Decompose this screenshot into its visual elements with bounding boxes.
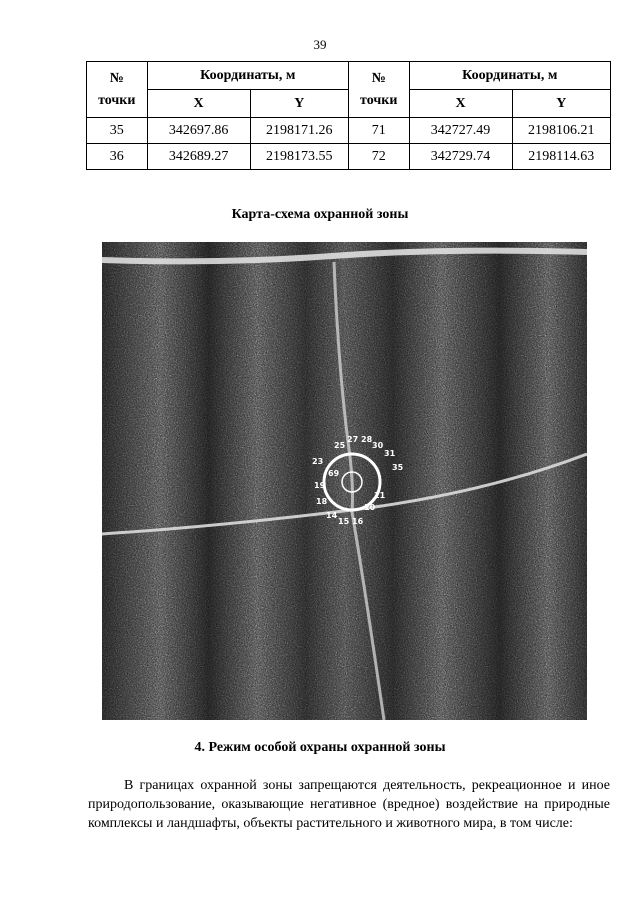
point-label: 19	[314, 481, 326, 490]
x-header-left: X	[147, 90, 250, 118]
coordinates-header-left: Координаты, м	[147, 62, 348, 90]
point-label: 69	[328, 469, 340, 478]
table-row	[87, 144, 611, 170]
x-value: 342689.27	[147, 144, 250, 170]
point-label: 35	[392, 463, 404, 472]
y-value: 2198173.55	[250, 144, 348, 170]
paragraph-text: В границах охранной зоны запрещаются деятельность, рекреационное и иное природопользование, оказывающие негативное (вредное) воздействие на природные комплексы и ландшафты, объекты растительного и животного мира, в том числе:	[88, 778, 610, 831]
y-header-left: Y	[250, 90, 348, 118]
y-header-right: Y	[512, 90, 610, 118]
forest-bands	[102, 242, 587, 720]
page-number: 39	[313, 37, 327, 52]
point-label: 27	[347, 435, 359, 444]
point-number-word: точки	[98, 92, 136, 108]
point-number-header-right	[348, 62, 409, 118]
point-label: 30	[372, 441, 384, 450]
y-value: 2198171.26	[250, 118, 348, 144]
satellite-map	[102, 242, 587, 720]
point-label: 14	[326, 511, 338, 520]
coordinates-table	[86, 61, 611, 170]
point-number-header	[87, 62, 148, 118]
x-header-right: X	[409, 90, 512, 118]
point-label: 23	[312, 457, 324, 466]
coordinates-header-right: Координаты, м	[409, 62, 611, 90]
x-value: 342727.49	[409, 118, 512, 144]
point-number: 35	[87, 118, 148, 144]
point-number: 71	[348, 118, 409, 144]
x-value: 342697.86	[147, 118, 250, 144]
point-label: 25	[334, 441, 346, 450]
point-label: 28	[361, 435, 373, 444]
y-value: 2198106.21	[512, 118, 610, 144]
section-title: 4. Режим особой охраны охранной зоны	[194, 740, 446, 755]
y-value: 2198114.63	[512, 144, 610, 170]
point-label: 11	[374, 491, 386, 500]
x-value: 342729.74	[409, 144, 512, 170]
point-number: 72	[348, 144, 409, 170]
point-number: 36	[87, 144, 148, 170]
map-title: Карта-схема охранной зоны	[231, 207, 409, 222]
point-label: 16	[352, 517, 364, 526]
point-number-word-right: точки	[360, 92, 398, 108]
point-label: 10	[364, 503, 376, 512]
point-label: 18	[316, 497, 328, 506]
point-number-sign-right: №	[371, 70, 386, 86]
map-svg	[102, 242, 587, 720]
point-label: 31	[384, 449, 396, 458]
point-number-sign: №	[109, 70, 124, 86]
point-label: 15	[338, 517, 350, 526]
table-row	[87, 118, 611, 144]
section-paragraph	[88, 776, 610, 833]
